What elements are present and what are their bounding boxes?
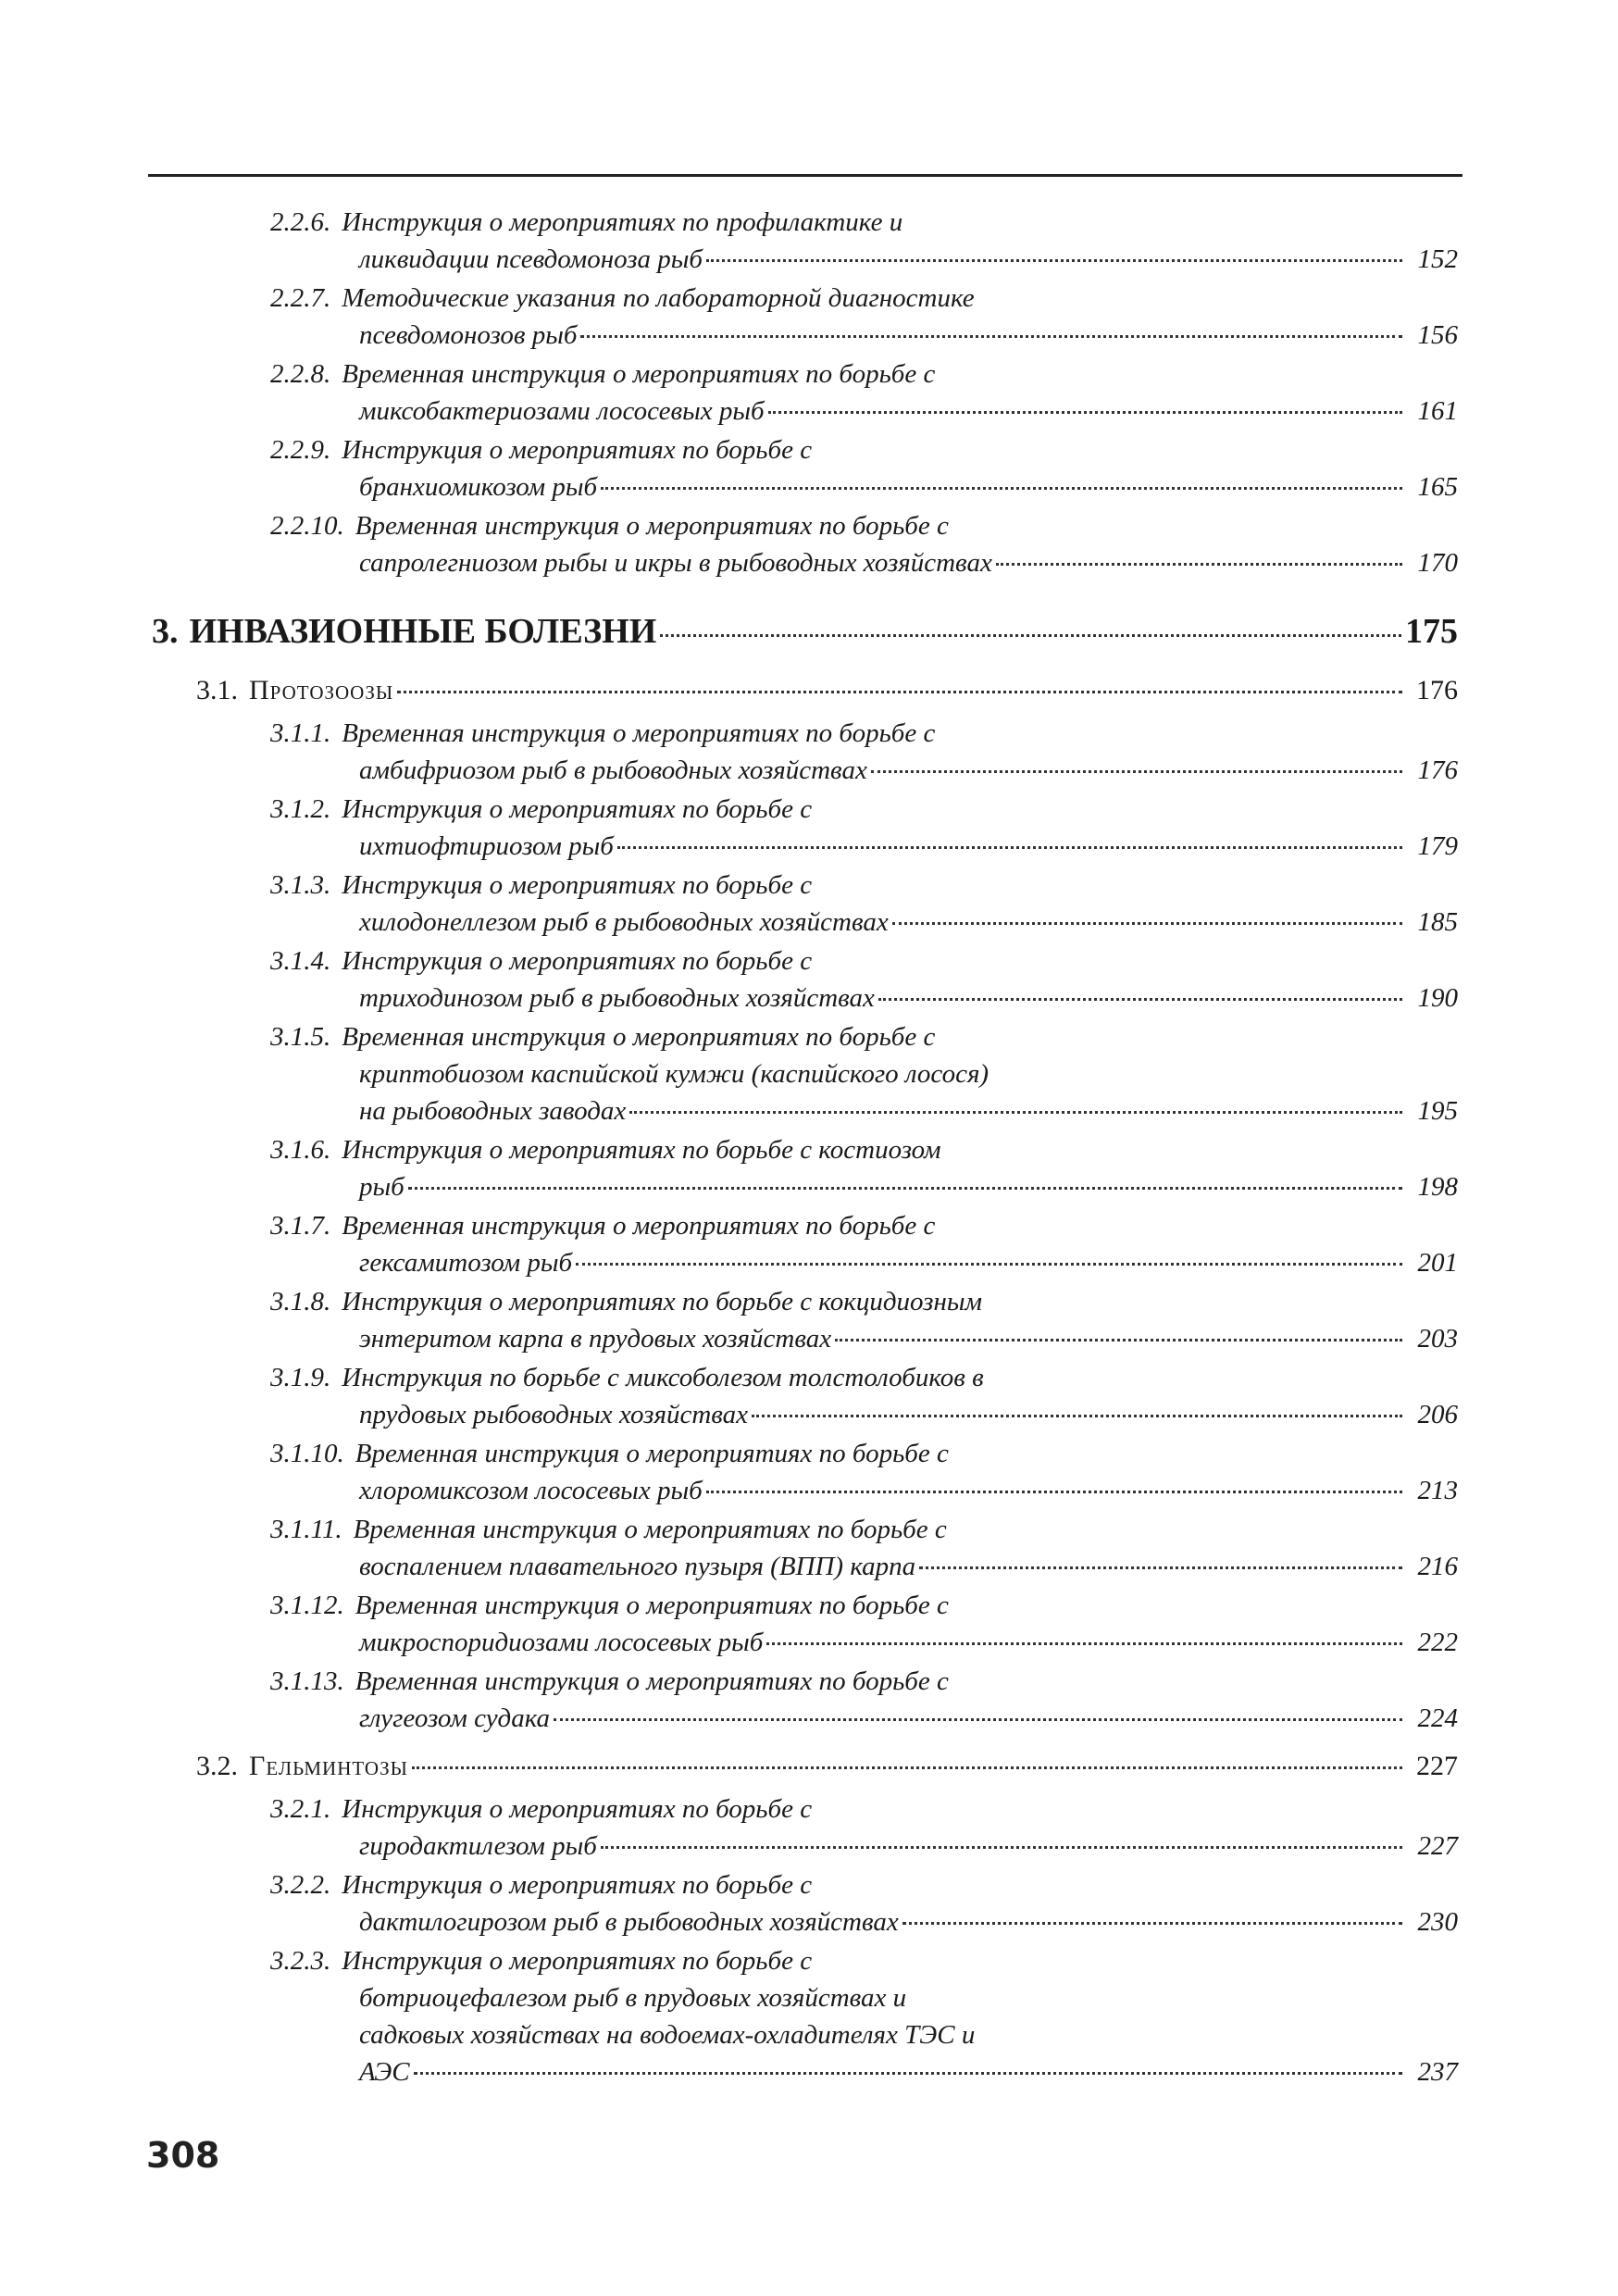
toc-entry-title: Инструкция по борьбе с миксоболезом толстолобиков в — [342, 1363, 984, 1392]
toc-entry-title: Гельминтозы — [249, 1751, 408, 1781]
toc-entry-title: псевдомонозов рыб — [359, 320, 578, 350]
toc-entry-page: 213 — [1417, 1476, 1458, 1505]
table-of-contents — [148, 204, 1458, 2092]
toc-entry-number: 2.2.7. — [270, 283, 331, 313]
toc-entry-page: 152 — [1417, 244, 1458, 274]
dot-leader — [412, 1766, 1402, 1769]
toc-entry-title: триходинозом рыб в рыбоводных хозяйствах — [359, 983, 875, 1013]
toc-entry-page: 222 — [1417, 1628, 1458, 1657]
toc-entry-title: Временная инструкция о мероприятиях по борьбе с — [355, 1439, 949, 1468]
toc-entry-page: 185 — [1417, 907, 1458, 937]
toc-entry-number: 2.2.10. — [270, 511, 344, 541]
dot-leader — [835, 1339, 1402, 1341]
toc-entry-page: 161 — [1417, 396, 1458, 426]
toc-entry — [148, 204, 1458, 278]
toc-entry-title: Инструкция о мероприятиях по борьбе с кокцидиозным — [342, 1287, 982, 1316]
toc-entry-title: рыб — [359, 1172, 404, 1202]
toc-entry-page: 190 — [1417, 983, 1458, 1013]
dot-leader — [554, 1718, 1402, 1721]
toc-entry-line — [148, 1131, 1458, 1168]
toc-entry-title: ихтиофтириозом рыб — [359, 831, 614, 861]
toc-entry-page: 195 — [1417, 1096, 1458, 1126]
dot-leader — [871, 770, 1402, 773]
toc-entry-line — [148, 1092, 1458, 1129]
dot-leader — [766, 1642, 1402, 1645]
toc-entry-title: глугеозом судака — [359, 1703, 551, 1733]
toc-entry-line — [148, 1244, 1458, 1281]
toc-entry-line — [148, 715, 1458, 752]
toc-entry-title: микроспоридиозами лососевых рыб — [359, 1628, 764, 1657]
toc-entry — [148, 867, 1458, 941]
toc-entry-line — [148, 1320, 1458, 1357]
toc-entry-line — [148, 980, 1458, 1017]
toc-entry-line — [148, 1283, 1458, 1320]
toc-entry-title: Инструкция о мероприятиях по борьбе с — [342, 435, 813, 465]
toc-entry-page: 227 — [1416, 1751, 1458, 1781]
dot-leader — [576, 1263, 1402, 1266]
toc-entry-line — [148, 204, 1458, 241]
toc-entry — [148, 715, 1458, 789]
toc-entry-line — [148, 1472, 1458, 1509]
toc-entry-title: Протозоозы — [249, 675, 394, 705]
toc-entry-line — [148, 672, 1458, 709]
toc-entry-title: хлоромиксозом лососевых рыб — [359, 1476, 703, 1505]
toc-entry-page: 170 — [1417, 548, 1458, 578]
dot-leader — [617, 846, 1402, 849]
dot-leader — [397, 691, 1402, 693]
toc-entry-title: Временная инструкция о мероприятиях по борьбе с — [342, 1022, 936, 1052]
toc-entry — [148, 280, 1458, 354]
toc-entry-title: Временная инструкция о мероприятиях по борьбе с — [353, 1515, 947, 1544]
toc-entry-title: ликвидации псевдомоноза рыб — [359, 244, 703, 274]
toc-entry-line — [148, 1748, 1458, 1785]
toc-entry-line — [148, 280, 1458, 317]
dot-leader — [878, 998, 1402, 1001]
toc-entry — [148, 1748, 1458, 1785]
toc-entry-title: энтеритом карпа в прудовых хозяйствах — [359, 1324, 832, 1354]
toc-entry-page: 224 — [1417, 1703, 1458, 1733]
toc-entry-line — [148, 1979, 1458, 2016]
toc-entry-title: Инструкция о мероприятиях по борьбе с костиозом — [342, 1135, 941, 1165]
toc-entry-line — [148, 1396, 1458, 1433]
toc-entry-page: 216 — [1417, 1552, 1458, 1581]
toc-entry-page: 206 — [1417, 1400, 1458, 1429]
toc-entry-number: 3.1.6. — [270, 1135, 331, 1165]
dot-leader — [660, 634, 1401, 637]
toc-entry-line — [148, 609, 1458, 654]
toc-entry-line — [148, 1359, 1458, 1396]
toc-entry-page: 165 — [1417, 472, 1458, 502]
toc-entry-line — [148, 468, 1458, 505]
toc-entry-title: Инструкция о мероприятиях по борьбе с — [342, 870, 813, 900]
dot-leader — [902, 1922, 1402, 1925]
toc-entry-page: 176 — [1417, 755, 1458, 785]
toc-entry — [148, 942, 1458, 1017]
toc-entry-title: Временная инструкция о мероприятиях по борьбе с — [342, 1211, 936, 1241]
toc-entry-number: 3.2. — [196, 1751, 238, 1781]
toc-entry-title: Временная инструкция о мероприятиях по борьбе с — [355, 511, 949, 541]
toc-entry-line — [148, 1828, 1458, 1865]
toc-entry — [148, 1359, 1458, 1433]
toc-entry-line — [148, 317, 1458, 354]
toc-entry-line — [148, 356, 1458, 393]
toc-entry-line — [148, 1548, 1458, 1585]
toc-entry-line — [148, 1055, 1458, 1092]
toc-entry-title: Инструкция о мероприятиях по борьбе с — [342, 946, 813, 976]
toc-entry-number: 3.1.1. — [270, 718, 331, 748]
toc-entry-title: амбифриозом рыб в рыбоводных хозяйствах — [359, 755, 867, 785]
toc-entry — [148, 1018, 1458, 1129]
dot-leader — [408, 1187, 1402, 1190]
toc-entry-number: 3.1.8. — [270, 1287, 331, 1316]
toc-entry-page: 175 — [1405, 612, 1458, 651]
toc-entry-page: 198 — [1417, 1172, 1458, 1202]
toc-entry-number: 3.1.7. — [270, 1211, 331, 1241]
toc-entry-title: садковых хозяйствах на водоемах-охладителях ТЭС и — [359, 2020, 976, 2050]
dot-leader — [706, 259, 1402, 262]
dot-leader — [601, 487, 1402, 490]
toc-entry-page: 201 — [1417, 1248, 1458, 1278]
toc-entry-title: ботриоцефалезом рыб в прудовых хозяйствах и — [359, 1983, 907, 2013]
toc-entry — [148, 791, 1458, 865]
toc-entry-title: Инструкция о мероприятиях по борьбе с — [342, 794, 813, 824]
toc-entry-line — [148, 1663, 1458, 1700]
toc-entry-title: Инструкция о мероприятиях по профилактике и — [342, 207, 903, 237]
toc-entry — [148, 431, 1458, 505]
toc-entry — [148, 609, 1458, 654]
dot-leader — [706, 1491, 1402, 1493]
toc-entry-line — [148, 393, 1458, 430]
page-number: 308 — [146, 2135, 220, 2176]
toc-entry-number: 3.2.2. — [270, 1870, 331, 1900]
toc-entry-title: Методические указания по лабораторной диагностике — [342, 283, 975, 313]
dot-leader — [414, 2072, 1402, 2075]
toc-entry-line — [148, 544, 1458, 581]
toc-entry-line — [148, 1587, 1458, 1624]
toc-entry — [148, 1663, 1458, 1737]
toc-entry — [148, 672, 1458, 709]
toc-entry-line — [148, 1435, 1458, 1472]
toc-entry-line — [148, 791, 1458, 828]
toc-entry-line — [148, 1700, 1458, 1737]
toc-entry-line — [148, 1018, 1458, 1055]
toc-entry-title: Временная инструкция о мероприятиях по борьбе с — [342, 359, 936, 389]
toc-entry-number: 3.1.10. — [270, 1439, 344, 1468]
dot-leader — [752, 1415, 1402, 1417]
toc-entry-page: 237 — [1417, 2057, 1458, 2087]
toc-entry — [148, 1942, 1458, 2090]
toc-entry-title: криптобиозом каспийской кумжи (каспийского лосося) — [359, 1059, 989, 1089]
toc-entry-line — [148, 867, 1458, 904]
toc-entry-number: 2.2.9. — [270, 435, 331, 465]
toc-entry-title: дактилогирозом рыб в рыбоводных хозяйствах — [359, 1907, 899, 1937]
toc-entry-page: 176 — [1416, 675, 1458, 705]
toc-entry-page: 230 — [1417, 1907, 1458, 1937]
toc-entry — [148, 1207, 1458, 1281]
toc-entry-number: 3.1.11. — [270, 1515, 342, 1544]
toc-entry-title: прудовых рыбоводных хозяйствах — [359, 1400, 749, 1429]
toc-entry — [148, 1791, 1458, 1865]
toc-entry — [148, 1866, 1458, 1940]
toc-entry — [148, 507, 1458, 581]
toc-entry-line — [148, 1168, 1458, 1205]
toc-entry-number: 2.2.6. — [270, 207, 331, 237]
dot-leader — [629, 1111, 1402, 1114]
toc-entry-line — [148, 1903, 1458, 1940]
toc-entry-title: бранхиомикозом рыб — [359, 472, 598, 502]
dot-leader — [919, 1566, 1402, 1569]
toc-entry-number: 3.1. — [196, 675, 238, 705]
toc-entry — [148, 1435, 1458, 1509]
toc-entry-number: 3. — [152, 612, 179, 651]
toc-entry-line — [148, 1511, 1458, 1548]
toc-entry-line — [148, 904, 1458, 941]
toc-entry-title: АЭС — [359, 2057, 410, 2087]
toc-entry-number: 3.1.3. — [270, 870, 331, 900]
toc-entry-title: на рыбоводных заводах — [359, 1096, 627, 1126]
toc-entry-title: Временная инструкция о мероприятиях по борьбе с — [342, 718, 936, 748]
dot-leader — [601, 1846, 1402, 1849]
dot-leader — [768, 411, 1402, 414]
toc-entry-line — [148, 1866, 1458, 1903]
toc-entry-line — [148, 1942, 1458, 1979]
toc-entry-number: 2.2.8. — [270, 359, 331, 389]
dot-leader — [580, 335, 1402, 338]
toc-entry-line — [148, 1791, 1458, 1828]
toc-entry-number: 3.1.9. — [270, 1363, 331, 1392]
toc-entry-line — [148, 1207, 1458, 1244]
toc-entry-number: 3.2.1. — [270, 1794, 331, 1824]
toc-entry-line — [148, 1624, 1458, 1661]
toc-entry-page: 203 — [1417, 1324, 1458, 1354]
toc-entry-line — [148, 828, 1458, 865]
dot-leader — [996, 563, 1402, 566]
toc-entry — [148, 1131, 1458, 1205]
toc-entry — [148, 1283, 1458, 1357]
toc-entry-title: Временная инструкция о мероприятиях по борьбе с — [355, 1591, 949, 1620]
toc-entry — [148, 356, 1458, 430]
toc-entry-title: миксобактериозами лососевых рыб — [359, 396, 765, 426]
toc-entry-line — [148, 2016, 1458, 2053]
toc-entry-number: 3.2.3. — [270, 1946, 331, 1976]
toc-entry-number: 3.1.13. — [270, 1666, 344, 1696]
toc-entry-title: Инструкция о мероприятиях по борьбе с — [342, 1946, 813, 1976]
toc-entry-number: 3.1.4. — [270, 946, 331, 976]
toc-entry-page: 179 — [1417, 831, 1458, 861]
toc-entry-line — [148, 942, 1458, 980]
toc-entry-number: 3.1.2. — [270, 794, 331, 824]
toc-entry-title: сапролегниозом рыбы и икры в рыбоводных хозяйствах — [359, 548, 992, 578]
toc-entry — [148, 1587, 1458, 1661]
toc-entry-title: гиродактилезом рыб — [359, 1831, 597, 1861]
toc-entry-line — [148, 241, 1458, 278]
toc-entry-title: Инструкция о мероприятиях по борьбе с — [342, 1870, 813, 1900]
toc-entry-page: 227 — [1417, 1831, 1458, 1861]
toc-entry-title: воспалением плавательного пузыря (ВПП) карпа — [359, 1552, 916, 1581]
toc-entry-title: Инструкция о мероприятиях по борьбе с — [342, 1794, 813, 1824]
toc-entry-line — [148, 431, 1458, 468]
toc-entry-number: 3.1.5. — [270, 1022, 331, 1052]
toc-entry — [148, 1511, 1458, 1585]
header-rule — [148, 174, 1462, 177]
toc-entry-line — [148, 2053, 1458, 2090]
toc-entry-title: ИНВАЗИОННЫЕ БОЛЕЗНИ — [189, 612, 657, 651]
toc-entry-line — [148, 507, 1458, 544]
toc-entry-line — [148, 752, 1458, 789]
toc-entry-page: 156 — [1417, 320, 1458, 350]
toc-entry-number: 3.1.12. — [270, 1591, 344, 1620]
toc-entry-title: гексамитозом рыб — [359, 1248, 573, 1278]
toc-entry-title: Временная инструкция о мероприятиях по борьбе с — [355, 1666, 949, 1696]
toc-entry-title: хилодонеллезом рыб в рыбоводных хозяйствах — [359, 907, 889, 937]
dot-leader — [892, 922, 1402, 925]
